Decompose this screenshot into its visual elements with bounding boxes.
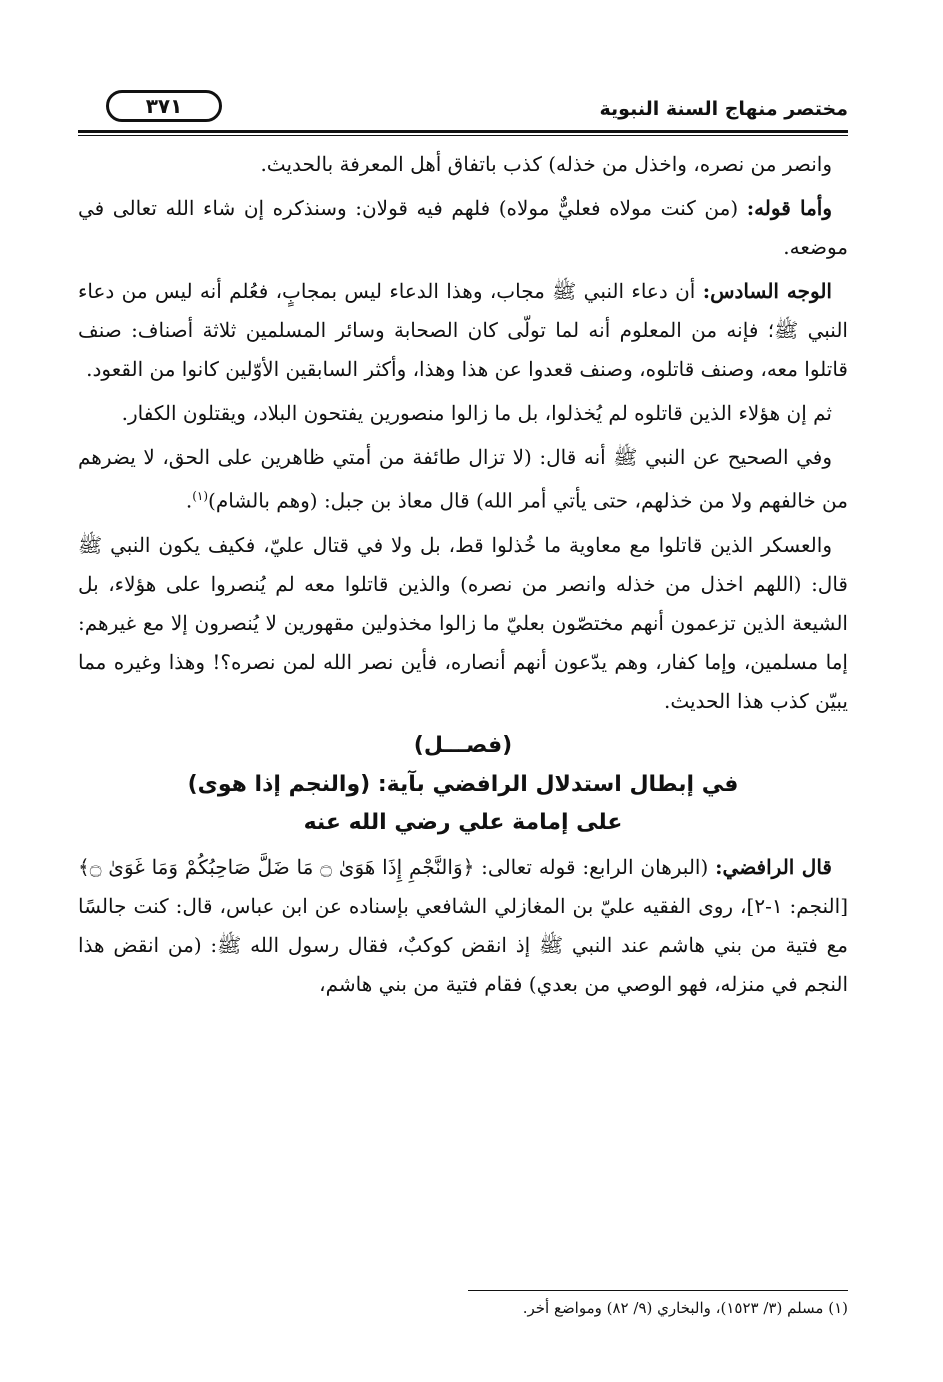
paragraph-3 xyxy=(78,272,848,389)
section-label: (فصـــل) xyxy=(413,732,513,758)
paragraph-3-lead: الوجه السادس: xyxy=(702,279,832,303)
paragraph-3-rest: أن دعاء النبي ﷺ مجاب، وهذا الدعاء ليس بمجابٍ، فعُلم أنه ليس من دعاء النبي ﷺ؛ فإنه من المعلوم أنه لما تولّى كان الصحابة وسائر المسلمين ثلاثة أصناف: صنف قاتلوا معه، وصنف قاتلوه، وصنف قعدوا عن هذا وهذا، وأكثر السابقين الأوّلين كانوا من القعود. xyxy=(78,279,848,381)
paragraph-7 xyxy=(78,848,848,1004)
page-header xyxy=(78,84,848,130)
header-rule xyxy=(78,130,848,133)
page-number: ٣٧١ xyxy=(106,90,222,122)
paragraph-4: ثم إن هؤلاء الذين قاتلوه لم يُخذلوا، بل ما زالوا منصورين يفتحون البلاد، ويقتلون الكفار. xyxy=(121,401,832,425)
paragraph-2 xyxy=(78,189,848,267)
footnote-rule xyxy=(468,1290,848,1291)
paragraph-2-rest: (من كنت مولاه فعليٌّ مولاه) فلهم فيه قولان: وسنذكره إن شاء الله تعالى في موضعه. xyxy=(78,196,848,259)
paragraph-5-end: . xyxy=(185,488,193,513)
paragraph-2-lead: وأما قوله: xyxy=(746,196,832,220)
paragraph-5-main: وفي الصحيح عن النبي ﷺ أنه قال: (لا تزال طائفة من أمتي ظاهرين على الحق، لا يضرهم من خالفهم ولا من خذلهم، حتى يأتي أمر الله) قال معاذ بن جبل: (وهم بالشام) xyxy=(78,445,848,513)
paragraph-1: وانصر من نصره، واخذل من خذله) كذب باتفاق أهل المعرفة بالحديث. xyxy=(260,152,832,176)
paragraph-6: والعسكر الذين قاتلوا مع معاوية ما خُذلوا قط، بل ولا في قتال عليّ، فكيف يكون النبي ﷺ قال: (اللهم اخذل من خذله وانصر من نصره) والذين قاتلوا معه لم يُنصروا على هؤلاء، بل الشيعة الذين تزعمون أنهم مختصّون بعليّ ما زالوا مخذولين مقهورين لا يُنصرون إلا مع غيرهم: إما مسلمين، وإما كفار، وهم يدّعون أنهم أنصاره، فأين نصر الله لمن نصره؟! وهذا وغيره مما يبيّن كذب هذا الحديث. xyxy=(78,532,848,713)
paragraph-7-lead: قال الرافضي: xyxy=(715,854,832,879)
section-title-line-2: على إمامة علي رضي الله عنه xyxy=(303,809,623,835)
section-heading xyxy=(78,726,848,842)
footnote-marker: (١) xyxy=(192,489,209,503)
paragraph-5 xyxy=(78,438,848,521)
book-title: مختصر منهاج السنة النبوية xyxy=(599,98,848,120)
main-text xyxy=(78,145,848,1009)
header-rule-thin xyxy=(78,135,848,136)
section-title-line-1: في إبطال استدلال الرافضي بآية: (والنجم إذا هوى) xyxy=(187,771,739,797)
footnote: (١) مسلم (٣/ ١٥٢٣)، والبخاري (٩/ ٨٢) ومواضع أخر. xyxy=(522,1299,848,1317)
paragraph-7-rest: (البرهان الرابع: قوله تعالى: ﴿وَالنَّجْمِ إِذَا هَوَىٰ ۝ مَا ضَلَّ صَاحِبُكُمْ وَمَا غَوَىٰ ۝﴾ [النجم: ١-٢]، روى الفقيه عليّ بن المغازلي الشافعي بإسناده عن ابن عباس، قال: كنت جالسًا مع فتية من بني هاشم عند النبي ﷺ إذ انقض كوكبٌ، فقال رسول الله ﷺ: (من انقض هذا النجم في منزله، فهو الوصي من بعدي) فقام فتية من بني هاشم، xyxy=(78,854,848,996)
